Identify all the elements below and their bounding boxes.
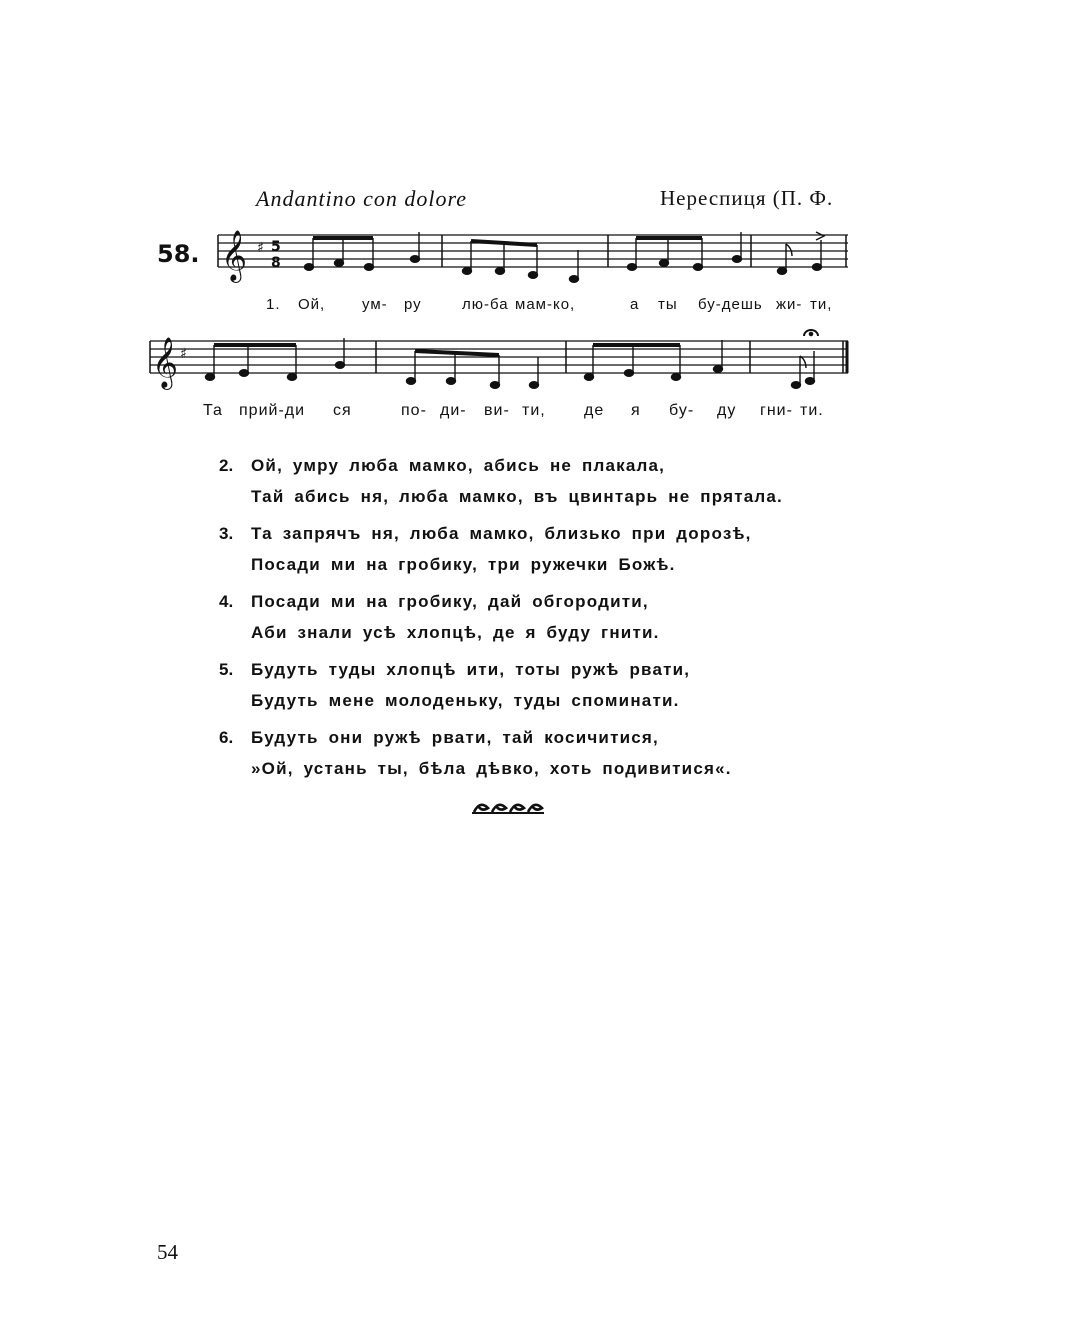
verse-3: [219, 518, 839, 580]
verse-line: Будуть туды хлопцѣ ити, тоты ружѣ рвати,: [251, 660, 691, 679]
lyric-syllable: ду: [717, 402, 737, 419]
verse-number: 3.: [219, 524, 234, 543]
lyric-syllable: ти.: [800, 402, 824, 419]
song-source: Нереспиця (П. Ф.: [660, 186, 834, 210]
lyric-syllable: ру: [404, 296, 422, 313]
lyric-syllable: бу-: [669, 402, 695, 419]
lyric-syllable: бу-дешь: [698, 296, 763, 313]
notes-staff-2: [206, 330, 819, 388]
verse-line: Ой, умру люба мамко, абись не плакала,: [251, 456, 666, 475]
verse-line: »Ой, устань ты, бѣла дѣвко, хоть подивитися«.: [251, 759, 732, 778]
verse-line: Посади ми на гробику, дай обгородити,: [251, 592, 649, 611]
treble-clef-icon: 𝄞: [221, 230, 248, 281]
verses-block: [219, 450, 839, 790]
lyric-syllable: ся: [333, 402, 352, 419]
lyric-syllable: ти,: [810, 296, 833, 313]
key-signature-sharp: ♯: [180, 346, 187, 362]
music-staff-2: [0, 0, 1083, 420]
treble-clef-icon: 𝄞: [152, 337, 179, 388]
verse-2: [219, 450, 839, 512]
svg-text:8: 8: [271, 255, 281, 271]
verse-number: 5.: [219, 660, 234, 679]
lyric-syllable: по-: [401, 402, 427, 419]
verse-line: Аби знали усѣ хлопцѣ, де я буду гнити.: [251, 623, 660, 642]
lyric-syllable: лю-ба: [462, 296, 509, 313]
lyric-syllable: ви-: [484, 402, 510, 419]
lyric-syllable: жи-: [776, 296, 803, 313]
lyric-syllable: я: [631, 402, 641, 419]
verse-line: Та запрячъ ня, люба мамко, близько при дорозѣ,: [251, 524, 752, 543]
lyric-syllable: ум-: [362, 296, 388, 313]
lyric-syllable: мам-ко,: [515, 296, 576, 313]
tempo-marking: Andantino con dolore: [256, 186, 468, 211]
lyric-syllable: а: [630, 296, 640, 313]
verse-line: Тай абись ня, люба мамко, въ цвинтарь не прятала.: [251, 487, 783, 506]
verse-number: 6.: [219, 728, 234, 747]
lyric-syllable: Ой,: [298, 296, 326, 313]
verse-line: Будуть они ружѣ рвати, тай косичитися,: [251, 728, 659, 747]
lyric-syllable: прий-ди: [239, 402, 306, 419]
verse-number: 2.: [219, 456, 234, 475]
verse-number: 4.: [219, 592, 234, 611]
lyric-syllable: гни-: [760, 402, 793, 419]
key-signature-sharp: ♯: [257, 240, 264, 256]
lyric-syllable: ты: [658, 296, 678, 313]
lyric-syllable: Та: [203, 402, 223, 419]
lyric-syllable: де: [584, 402, 605, 419]
verse-4: [219, 586, 839, 648]
verse-5: [219, 654, 839, 716]
lyric-syllable: ди-: [440, 402, 467, 419]
verse-line: Будуть мене молоденьку, туды споминати.: [251, 691, 680, 710]
svg-text:5: 5: [271, 239, 281, 255]
verse-6: [219, 722, 839, 784]
page-number: 54: [157, 1240, 178, 1264]
song-number: 58.: [157, 240, 200, 268]
lyric-syllable: ти,: [522, 402, 546, 419]
ornament-divider-icon: [470, 798, 546, 818]
lyric-syllable: 1.: [266, 296, 281, 313]
verse-line: Посади ми на гробику, три ружечки Божѣ.: [251, 555, 676, 574]
